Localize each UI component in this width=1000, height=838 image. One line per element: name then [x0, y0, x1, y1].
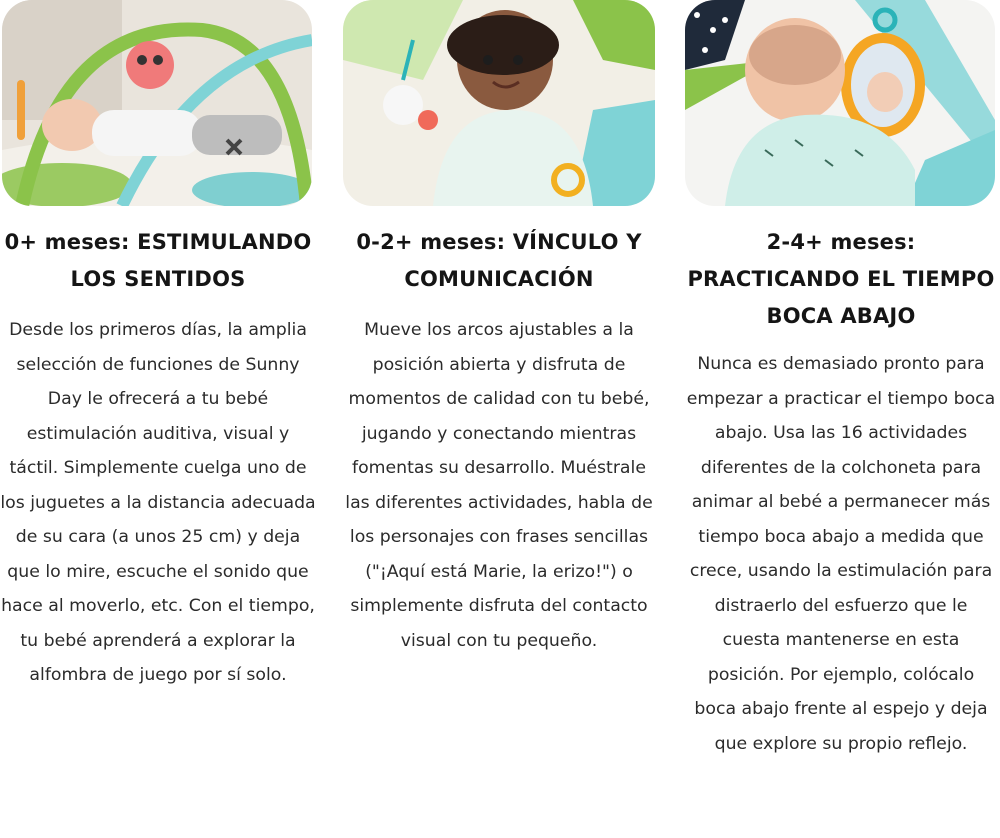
baby-lying-play-gym-illustration [2, 0, 312, 206]
column-2-4-months [685, 0, 997, 761]
column-heading: 2-4+ meses: PRACTICANDO EL TIEMPO BOCA ABAJO [687, 230, 995, 328]
column-body-text: Mueve los arcos ajustables a la posición abierta y disfruta de momentos de calidad con tu bebé, jugando y conectando mientras fomentas su desarrollo. Muéstrale las diferentes actividades, habla de los personajes con frases sencillas ("¡Aquí está Marie, la erizo!") o simplemente disfruta del contacto visual con tu pequeño. [345, 320, 653, 651]
column-heading: 0-2+ meses: VÍNCULO Y COMUNICACIÓN [356, 230, 642, 291]
photo-baby-tummy-time-mirror [685, 0, 995, 206]
photo-smiling-baby [343, 0, 655, 206]
column-0-2-months [343, 0, 655, 658]
column-body-text: Nunca es demasiado pronto para empezar a practicar el tiempo boca abajo. Usa las 16 actividades diferentes de la colchoneta para animar al bebé a permanecer más tiempo boca abajo a medida que crece, usando la estimulación para distraerlo del esfuerzo que le cuesta mantenerse en esta posición. Por ejemplo, colócalo boca abajo frente al espejo y deja que explore su propio reflejo. [686, 354, 996, 754]
column-0-months [0, 0, 316, 693]
smiling-baby-illustration [343, 0, 655, 206]
baby-mirror-illustration [685, 0, 995, 206]
column-body-text: Desde los primeros días, la amplia selección de funciones de Sunny Day le ofrecerá a tu bebé estimulación auditiva, visual y táctil. Simplemente cuelga uno de los juguetes a la distancia adecuada de su cara (a unos 25 cm) y deja que lo mire, escuche el sonido que hace al moverlo, etc. Con el tiempo, tu bebé aprenderá a explorar la alfombra de juego por sí solo. [0, 320, 316, 685]
photo-baby-on-play-mat [2, 0, 312, 206]
column-heading: 0+ meses: ESTIMULANDO LOS SENTIDOS [4, 230, 312, 291]
